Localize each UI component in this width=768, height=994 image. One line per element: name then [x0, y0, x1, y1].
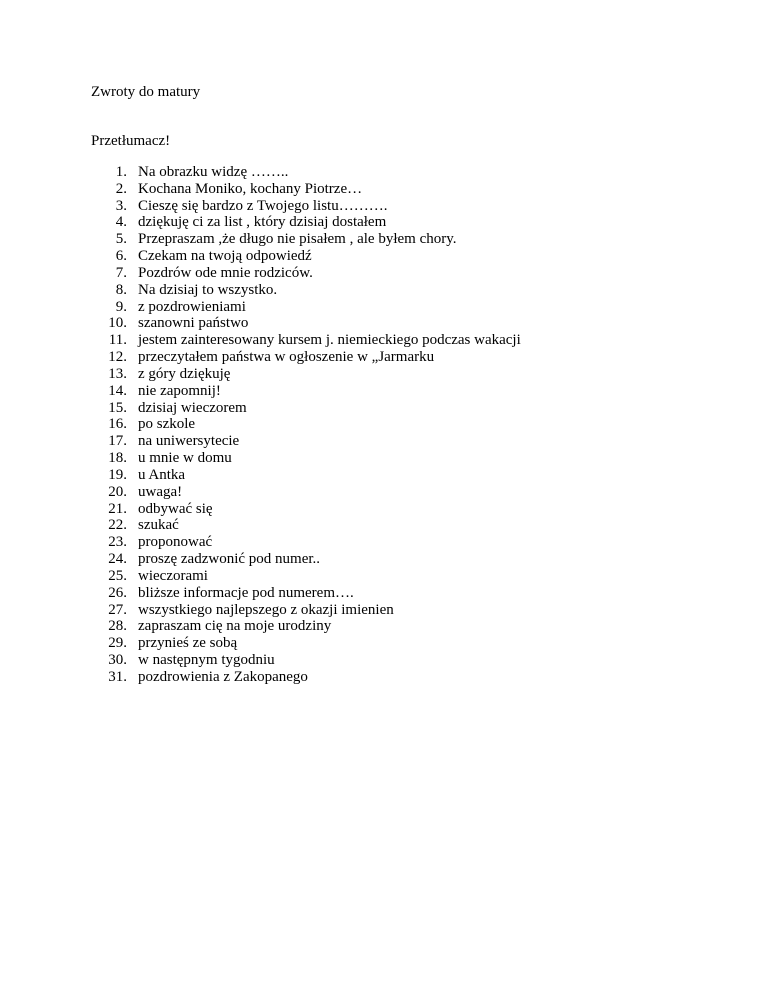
list-item-text: Przepraszam ,że długo nie pisałem , ale byłem chory. [138, 231, 457, 248]
list-item-text: w następnym tygodniu [138, 652, 275, 669]
list-item-text: proszę zadzwonić pod numer.. [138, 551, 321, 568]
list-item-number: 3. [115, 197, 127, 214]
list-item-text: Czekam na twoją odpowiedź [138, 248, 312, 265]
list-item-text: szukać [138, 517, 179, 534]
list-item-text: Pozdrów ode mnie rodziców. [138, 264, 313, 281]
list-item-number: 7. [115, 264, 127, 281]
list-item-number: 16. [108, 416, 127, 433]
list-item-text: wszystkiego najlepszego z okazji imienien [138, 601, 394, 618]
list-item-number: 30. [108, 652, 127, 669]
list-item-text: Na dzisiaj to wszystko. [138, 281, 278, 298]
list-item-text: Cieszę się bardzo z Twojego listu………. [138, 197, 388, 214]
list-item-number: 29. [108, 635, 127, 652]
list-item-number: 27. [108, 601, 127, 618]
list-item-text: przynieś ze sobą [138, 635, 238, 652]
list-item-text: u mnie w domu [138, 450, 232, 467]
list-item-number: 17. [108, 433, 127, 450]
list-item-text: jestem zainteresowany kursem j. niemieckiego podczas wakacji [138, 332, 521, 349]
list-item-number: 21. [108, 500, 127, 517]
list-item-number: 15. [108, 399, 127, 416]
list-item-text: pozdrowienia z Zakopanego [138, 668, 308, 685]
document-title: Zwroty do matury [91, 84, 201, 100]
list-item-text: Na obrazku widzę …….. [138, 164, 289, 180]
list-item-number: 18. [108, 450, 127, 467]
list-item-number: 12. [108, 349, 127, 366]
list-item-number: 23. [108, 534, 127, 551]
list-item-number: 31. [108, 668, 127, 685]
list-item-text: dziękuję ci za list , który dzisiaj dostałem [138, 214, 387, 231]
list-item-text: proponować [138, 534, 213, 551]
list-item-text: z góry dziękuję [138, 365, 231, 382]
list-item-number: 19. [108, 466, 127, 483]
list-item-text: na uniwersytecie [138, 433, 240, 450]
list-item-text: odbywać się [138, 500, 213, 517]
list-item-number: 11. [108, 332, 127, 349]
list-item-text: Kochana Moniko, kochany Piotrze… [138, 180, 363, 197]
list-item-text: szanowni państwo [138, 315, 249, 332]
list-item-number: 25. [108, 567, 127, 584]
list-item-number: 20. [108, 483, 127, 500]
list-item-number: 22. [108, 517, 127, 534]
list-item-number: 6. [115, 248, 127, 265]
list-item-text: przeczytałem państwa w ogłoszenie w „Jarmarku [138, 349, 435, 366]
document-subtitle: Przetłumacz! [91, 133, 171, 149]
list-item-number: 4. [115, 214, 127, 231]
list-item-text: uwaga! [138, 483, 183, 500]
list-item-number: 1. [115, 164, 127, 180]
list-item-number: 2. [115, 180, 127, 197]
list-item-number: 13. [108, 365, 127, 382]
list-item-number: 26. [108, 584, 127, 601]
list-item-text: z pozdrowieniami [138, 298, 246, 315]
list-item-text: zapraszam cię na moje urodziny [138, 618, 332, 635]
list-item-text: bliższe informacje pod numerem…. [138, 584, 354, 601]
list-item-number: 14. [108, 382, 127, 399]
list-item-number: 10. [108, 315, 127, 332]
list-item-number: 5. [115, 231, 127, 248]
list-item-number: 28. [108, 618, 127, 635]
list-item-text: nie zapomnij! [138, 382, 221, 399]
list-item-number: 9. [115, 298, 127, 315]
list-item-number: 24. [108, 551, 127, 568]
list-item-text: po szkole [138, 416, 196, 433]
list-item-number: 8. [115, 281, 127, 298]
list-item-text: u Antka [138, 466, 186, 483]
list-item-text: wieczorami [138, 567, 208, 584]
list-item-text: dzisiaj wieczorem [138, 399, 247, 416]
